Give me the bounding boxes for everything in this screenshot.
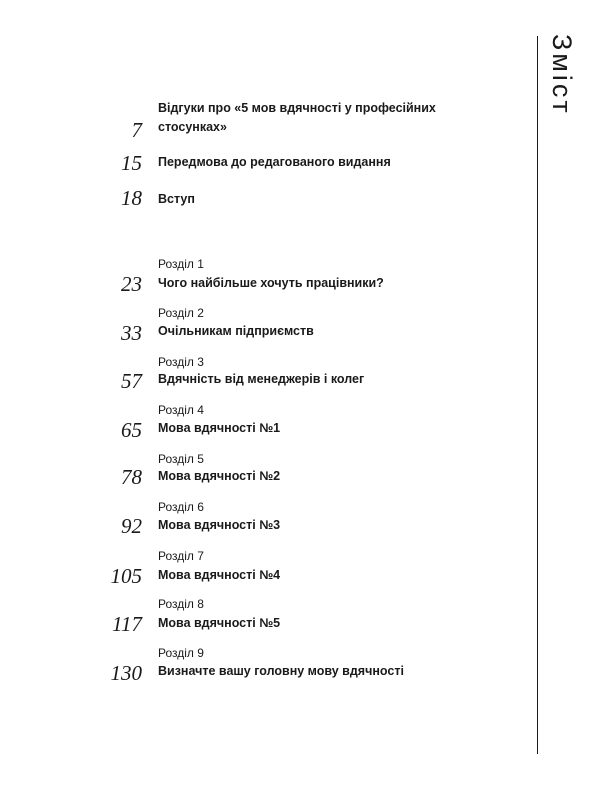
chapter-label: Розділ 7 [158,549,204,563]
entry-title: Очільникам підприємств [158,324,314,338]
chapter-label: Розділ 1 [158,257,204,271]
chapter-label: Розділ 8 [158,597,204,611]
entry-title: Відгуки про «5 мов вдячності у професійних стосунках» [158,101,436,134]
entry-page-number: 23 [121,272,142,296]
entry-page-number: 78 [121,465,142,489]
entry-title: Визначте вашу головну мову вдячності [158,664,404,678]
entry-page-number: 15 [121,151,142,175]
entry-page-number: 65 [121,418,142,442]
chapter-label: Розділ 9 [158,646,204,660]
entry-page-number: 18 [121,186,142,210]
chapter-label: Розділ 3 [158,355,204,369]
entry-page-number: 117 [112,612,142,636]
entry-title: Мова вдячності №1 [158,421,281,435]
entry-title: Вдячність від менеджерів і колег [158,372,365,386]
entry-title: Мова вдячності №4 [158,568,281,582]
entry-page-number: 57 [121,369,142,393]
entry-page-number: 33 [121,321,142,345]
entry-title: Вступ [158,192,195,206]
toc-heading: Зміст [547,34,577,116]
entry-page-number: 92 [121,514,142,538]
entry-page-number: 105 [110,564,142,588]
entry-page-number: 7 [131,118,142,142]
vertical-divider [537,36,538,754]
entry-page-number: 130 [110,661,142,685]
entry-title: Мова вдячності №2 [158,469,281,483]
entry-title: Мова вдячності №5 [158,616,281,630]
entry-title: Чого найбільше хочуть працівники? [158,276,384,290]
entry-title: Передмова до редагованого видання [158,155,391,169]
chapter-label: Розділ 5 [158,452,204,466]
chapter-label: Розділ 4 [158,403,204,417]
entry-title: Мова вдячності №3 [158,518,281,532]
chapter-label: Розділ 6 [158,500,204,514]
chapter-label: Розділ 2 [158,306,204,320]
